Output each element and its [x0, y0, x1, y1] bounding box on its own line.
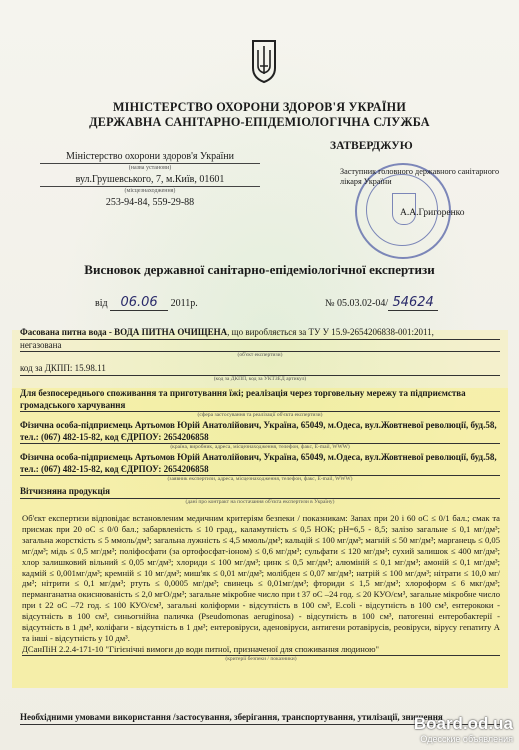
- applicant-caption: (заявник експертизи, адреса, місцезнаходження, телефон, факс, E-mail, WWW): [167, 476, 353, 482]
- date-handwritten: 06.06: [110, 295, 168, 311]
- institution-phones: 253-94-84, 559-29-88: [105, 197, 195, 208]
- ministry-line-2: ДЕРЖАВНА САНІТАРНО-ЕПІДЕМІОЛОГІЧНА СЛУЖБА: [89, 115, 430, 129]
- number-prefix: № 05.03.02-04/: [325, 298, 389, 309]
- document-date: [95, 295, 198, 311]
- trident-emblem-icon: [250, 38, 278, 84]
- site-watermark: [414, 714, 513, 744]
- product-name: Фасована питна вода - ВОДА ПИТНА ОЧИЩЕНА: [20, 327, 228, 337]
- ministry-header: [0, 100, 519, 130]
- criteria-text: Об'єкт експертизи відповідає встановленим медичним критеріям безпеки / показникам: Запах при 20 і 60 оС ≤ 0/1 бал.; смак та присмак при 20 оС ≤ 0/0 бал.; забарвленість ≤ 10 град., каламутність ≤ 0,5 НОК; рН=6,5 - 8,5; залізо загальне ≤ 0,1 мг/дм³; загальна жорсткість ≤ 5 ммоль/дм³; загальна лужність ≤ 4,5 ммоль/дм³; кальцій ≤ 100 мг/дм³; магній ≤ 50 мг/дм³; марганець ≤ 0,05 мг/дм³; мідь ≤ 0,5 мг/дм³; поліфосфати (за ортофосфат-іоном) ≤ 0,6 мг/дм³; сульфати ≤ 120 мг/дм³; сухий залишок ≤ 400 мг/дм³; хлор залишковий вільний ≤ 0,05 мг/дм³; хлориди ≤ 100 мг/дм³; цинк ≤ 0,5 мг/дм³; алюміній ≤ 0,1 мг/дм³; амоній ≤ 0,1 мг/дм³; кадмій ≤ 0,001мг/дм³; кремній ≤ 10 мг/дм³; миш'як ≤ 0,01 мг/дм³; молібден ≤ 0,07 мг/дм³; натрій ≤ 100 мг/дм³; нітрати ≤ 10,0 мг/дм³; нітрити ≤ 0,1 мг/дм³; ртуть ≤ 0,0005 мг/дм³; свинець ≤ 0,01мг/дм³; фториди ≤ 1,5 мг/дм³; хлороформ ≤ 6 мкг/дм³; перманганатна окиснюваність ≤ 2,0 мгО/дм³; загальне мікробне число при t 37 оС –24 год. ≤ 20 КУО/см³, загальне мікробне число при t 22 оС –72 год. ≤ 100 КУО/см³, загальні коліформи - відсутність в 100 см³, E.coli - відсутність в 100 см³, ентерококи - відсутність в 100 см³, синьогнійна паличка (Pseudomonas aeruginosa) - відсутність в 100 см³, патогенні ентеробактерії - відсутність в 1 дм³, коліфаги - відсутність в 1 дм³; ентеровіруси, аденовіруси, антигени ротавірусів, реовіруси, вірусу гепатиту А та інші - відсутність у 10 дм³.: [22, 513, 500, 643]
- applicant-text: Фізична особа-підприємець Артьомов Юрій Анатолійович, Україна, 65049, м.Одеса, вул.Жовтневої революції, буд.58, тел.: (067) 482-15-82, код ЄДРПОУ: 2654206858: [20, 452, 500, 476]
- date-prefix: від: [95, 298, 108, 309]
- document-title: Висновок державної санітарно-епідеміологічної експертизи: [84, 262, 435, 277]
- criteria-dsanpin: ДСанПіН 2.2.4-171-10 "Гігієнічні вимоги до води питної, призначеної для споживання людиною": [22, 644, 500, 656]
- product-line-2: негазована: [20, 340, 500, 353]
- product-caption: (об'єкт експертизи): [237, 352, 283, 358]
- scope-text: Для безпосереднього споживання та приготування їжі; реалізація через торговельну мережу та підприємства громадського харчування: [20, 388, 500, 412]
- approval-title: ЗАТВЕРДЖУЮ: [330, 140, 413, 152]
- scope-section: [20, 388, 500, 419]
- approval-signer: А.А.Григоренко: [400, 208, 465, 218]
- watermark-site: Board.od.ua: [413, 714, 513, 733]
- document-number: [325, 295, 438, 311]
- dkpp-section: [20, 363, 500, 383]
- institution-address-caption: (місцезнаходження): [124, 188, 176, 194]
- date-suffix: 2011р.: [170, 298, 198, 309]
- origin-text: Вітчизняна продукція: [20, 486, 500, 499]
- number-handwritten: 54624: [388, 295, 438, 311]
- institution-block: [40, 150, 260, 209]
- dkpp-code: код за ДКПП: 15.98.11: [20, 363, 500, 376]
- product-spec: , що виробляється за ТУ У 15.9-2654206838-001:2011,: [227, 327, 434, 337]
- scope-caption: (сфера застосування та реалізації об'єкта експертизи): [197, 412, 323, 418]
- institution-name-caption: (назва установи): [128, 165, 172, 171]
- conditions-text: Необхідними умовами використання /застосування, зберігання, транспортування, утилізації, знищення: [20, 712, 500, 725]
- institution-address: вул.Грушевського, 7, м.Київ, 01601: [40, 173, 260, 187]
- origin-section: [20, 486, 500, 506]
- ministry-line-1: МІНІСТЕРСТВО ОХОРОНИ ЗДОРОВ'Я УКРАЇНИ: [112, 100, 407, 114]
- institution-name: Міністерство охорони здоров'я України: [40, 150, 260, 164]
- manufacturer-section: [20, 420, 500, 451]
- watermark-subtitle: Одесские объявления: [420, 734, 513, 744]
- applicant-section: [20, 452, 500, 483]
- manufacturer-caption: (країна, виробник, адреса, місцезнаходження, телефон, факс, E-mail, WWW): [170, 444, 350, 450]
- manufacturer-text: Фізична особа-підприємець Артьомов Юрій Анатолійович, Україна, 65049, м.Одеса, вул.Жовтневої революції, буд.58, тел.: (067) 482-15-82, код ЄДРПОУ: 2654206858: [20, 420, 500, 444]
- product-section: [20, 327, 500, 359]
- dkpp-caption: (код за ДКПП, код за УКТЗЕД артикул): [213, 375, 307, 382]
- origin-caption: (дані про контракт на постачання об'єкта експертизи в Україну): [185, 498, 335, 505]
- approval-position: Заступник головного державного санітарного лікаря України: [340, 167, 500, 186]
- criteria-caption: (критерії безпеки / показники): [225, 655, 297, 662]
- criteria-section: [22, 513, 500, 663]
